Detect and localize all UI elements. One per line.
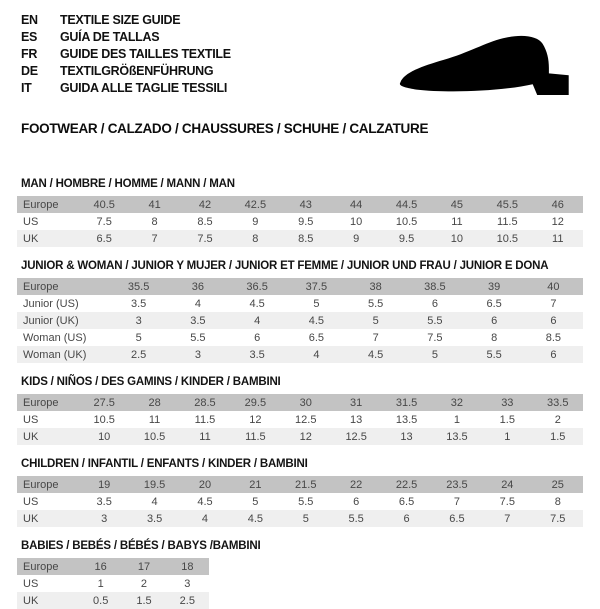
size-cell: 6: [254, 331, 261, 344]
size-cell: 5.5: [367, 297, 384, 310]
size-cell: 45: [450, 198, 464, 211]
table-title: BABIES / BEBÉS / BÉBÉS / BABYS /BAMBINI: [21, 540, 261, 552]
size-table-section: [17, 178, 583, 247]
size-cell: 5: [313, 297, 320, 310]
size-table: [17, 278, 583, 363]
size-cell: 8: [554, 495, 561, 508]
table-row: [17, 295, 583, 312]
size-cell: 6.5: [96, 232, 112, 245]
table-row: [17, 592, 209, 609]
size-cell: 3.5: [249, 348, 265, 361]
size-cell: 27.5: [93, 396, 115, 409]
size-cell: 4.5: [197, 495, 213, 508]
language-row-en: [21, 12, 231, 29]
table-row: [17, 493, 583, 510]
size-cell: 7.5: [197, 232, 213, 245]
language-label: GUIDE DES TAILLES TEXTILE: [60, 47, 231, 61]
size-cell: 22.5: [395, 478, 418, 491]
size-cell: 9.5: [298, 215, 314, 228]
size-cell: 38.5: [424, 280, 446, 293]
size-cell: 35.5: [127, 280, 150, 293]
table-row: [17, 346, 583, 363]
size-cell: 33: [501, 396, 514, 409]
row-label: Europe: [23, 560, 59, 573]
size-cell: 28: [148, 396, 161, 409]
size-cell: 20: [198, 478, 212, 491]
size-table-section: [17, 540, 583, 609]
size-cell: 10: [450, 232, 464, 245]
size-cell: 11: [552, 232, 564, 245]
table-row: [17, 329, 583, 346]
size-cell: 11.5: [194, 413, 216, 426]
size-cell: 39: [488, 280, 501, 293]
size-cell: 3: [184, 577, 191, 590]
size-cell: 7.5: [499, 495, 515, 508]
row-label: US: [23, 413, 39, 426]
table-row: [17, 411, 583, 428]
language-code: IT: [21, 81, 32, 95]
size-cell: 3: [101, 512, 108, 525]
guide-header: [17, 12, 583, 109]
size-cell: 5.5: [427, 314, 443, 327]
size-cell: 4: [313, 348, 320, 361]
size-cell: 7.5: [96, 215, 112, 228]
size-cell: 0.5: [93, 594, 109, 607]
size-cell: 10.5: [395, 215, 418, 228]
size-cell: 6: [550, 348, 557, 361]
size-cell: 12: [299, 430, 312, 443]
language-row-de: [21, 63, 231, 80]
size-table-section: [17, 376, 583, 445]
size-cell: 5.5: [486, 348, 502, 361]
size-cell: 43: [299, 198, 312, 211]
size-cell: 25: [551, 478, 564, 491]
size-cell: 6: [353, 495, 360, 508]
size-cell: 5: [302, 512, 309, 525]
size-cell: 40.5: [93, 198, 115, 211]
table-row: [17, 558, 209, 575]
size-cell: 8: [252, 232, 259, 245]
row-label: UK: [23, 512, 39, 525]
size-cell: 1: [504, 430, 511, 443]
size-cell: 4.5: [249, 297, 265, 310]
size-cell: 3.5: [146, 512, 163, 525]
table-row: [17, 476, 583, 493]
size-cell: 28.5: [194, 396, 216, 409]
size-cell: 5: [135, 331, 142, 344]
language-list: [17, 12, 231, 97]
size-cell: 11: [199, 430, 211, 443]
table-row: [17, 196, 583, 213]
language-label: GUIDA ALLE TAGLIE TESSILI: [60, 81, 228, 95]
size-cell: 4.5: [247, 512, 264, 525]
table-title: CHILDREN / INFANTIL / ENFANTS / KINDER / BAMBINI: [21, 458, 308, 470]
size-cell: 8.5: [298, 232, 314, 245]
size-cell: 11: [451, 215, 463, 228]
size-cell: 21: [249, 478, 262, 491]
size-cell: 31: [350, 396, 363, 409]
table-title: KIDS / NIÑOS / DES GAMINS / KINDER / BAMBINI: [21, 376, 281, 388]
size-cell: 11: [148, 413, 161, 426]
table-row: [17, 278, 583, 295]
row-label: US: [23, 495, 39, 508]
size-cell: 12: [249, 413, 262, 426]
size-cell: 44: [350, 198, 363, 211]
size-cell: 13: [400, 430, 413, 443]
size-table: [17, 558, 209, 609]
size-cell: 9: [353, 232, 360, 245]
size-cell: 38: [369, 280, 382, 293]
size-cell: 10.5: [93, 413, 115, 426]
size-cell: 21.5: [295, 478, 317, 491]
size-cell: 33.5: [547, 396, 569, 409]
row-label: Junior (UK): [23, 314, 79, 327]
size-cell: 5.5: [348, 512, 364, 525]
size-cell: 17: [137, 560, 151, 573]
size-cell: 6.5: [486, 297, 502, 310]
size-cell: 10: [98, 430, 111, 443]
size-cell: 42.5: [244, 198, 267, 211]
size-cell: 6.5: [308, 331, 325, 344]
size-cell: 12: [551, 215, 564, 228]
size-cell: 8: [491, 331, 498, 344]
language-code: EN: [21, 13, 38, 27]
size-cell: 7: [372, 331, 379, 344]
row-label: UK: [23, 430, 39, 443]
size-cell: 2.5: [179, 594, 195, 607]
size-cell: 4: [201, 512, 209, 525]
table-row: [17, 575, 209, 592]
size-cell: 12.5: [295, 413, 317, 426]
language-code: FR: [21, 47, 38, 61]
table-title: MAN / HOMBRE / HOMME / MANN / MAN: [21, 178, 235, 190]
size-cell: 1: [97, 577, 104, 590]
size-cell: 7: [453, 495, 460, 508]
row-label: Europe: [23, 198, 59, 211]
size-cell: 6: [403, 512, 410, 525]
table-row: [17, 312, 583, 329]
size-cell: 12.5: [345, 430, 367, 443]
size-cell: 3.5: [130, 297, 147, 310]
language-row-fr: [21, 46, 231, 63]
size-tables: [17, 178, 583, 609]
language-code: DE: [21, 64, 38, 78]
size-cell: 2: [140, 577, 148, 590]
row-label: Woman (UK): [23, 348, 87, 361]
size-cell: 13.5: [395, 413, 418, 426]
row-label: US: [23, 577, 39, 590]
size-cell: 41: [148, 198, 161, 211]
language-label: TEXTILE SIZE GUIDE: [60, 13, 181, 27]
size-cell: 5: [372, 314, 379, 327]
size-cell: 18: [181, 560, 194, 573]
size-cell: 5: [252, 495, 259, 508]
size-cell: 30: [299, 396, 312, 409]
size-table: [17, 476, 583, 527]
size-cell: 6: [431, 297, 438, 310]
size-cell: 9.5: [398, 232, 415, 245]
size-cell: 44.5: [395, 198, 418, 211]
size-cell: 19: [98, 478, 111, 491]
row-label: Europe: [23, 478, 59, 491]
size-cell: 13: [350, 413, 363, 426]
size-cell: 24: [501, 478, 514, 491]
size-cell: 36.5: [246, 280, 268, 293]
table-row: [17, 428, 583, 445]
size-cell: 11.5: [497, 215, 518, 228]
table-row: [17, 230, 583, 247]
size-cell: 6.5: [449, 512, 465, 525]
size-cell: 4.5: [367, 348, 384, 361]
size-cell: 4: [254, 314, 261, 327]
row-label: US: [23, 215, 39, 228]
row-label: UK: [23, 594, 39, 607]
table-title: JUNIOR & WOMAN / JUNIOR Y MUJER / JUNIOR ET FEMME / JUNIOR UND FRAU / JUNIOR E DONA: [21, 260, 549, 272]
size-cell: 1.5: [136, 594, 152, 607]
size-cell: 16: [94, 560, 107, 573]
size-cell: 13.5: [446, 430, 468, 443]
size-cell: 1: [453, 413, 460, 426]
table-row: [17, 510, 583, 527]
size-table-section: [17, 458, 583, 527]
size-cell: 7.5: [550, 512, 566, 525]
size-cell: 1.5: [499, 413, 515, 426]
size-cell: 31.5: [395, 396, 418, 409]
size-cell: 19.5: [143, 478, 166, 491]
size-cell: 4: [151, 495, 158, 508]
size-cell: 5.5: [298, 495, 314, 508]
size-cell: 7: [151, 232, 158, 245]
row-label: Junior (US): [23, 297, 79, 310]
size-cell: 32: [450, 396, 464, 409]
language-row-es: [21, 29, 231, 46]
size-cell: 37.5: [305, 280, 328, 293]
language-row-it: [21, 80, 231, 97]
category-title: FOOTWEAR / CALZADO / CHAUSSURES / SCHUHE / CALZATURE: [21, 121, 429, 136]
size-cell: 8.5: [197, 215, 213, 228]
size-cell: 10.5: [143, 430, 166, 443]
size-table: [17, 196, 583, 247]
size-cell: 40: [547, 280, 560, 293]
size-cell: 8.5: [545, 331, 562, 344]
size-cell: 7: [550, 297, 557, 310]
size-cell: 45.5: [496, 198, 519, 211]
size-cell: 7: [504, 512, 511, 525]
language-label: GUÍA DE TALLAS: [60, 30, 160, 44]
size-cell: 29.5: [244, 396, 267, 409]
size-cell: 3: [194, 348, 201, 361]
size-cell: 2.5: [130, 348, 147, 361]
shoe-icon: [395, 32, 575, 109]
size-cell: 3: [135, 314, 142, 327]
row-label: UK: [23, 232, 39, 245]
size-cell: 10.5: [496, 232, 519, 245]
size-cell: 8: [151, 215, 158, 228]
size-cell: 42: [198, 198, 212, 211]
size-cell: 6.5: [398, 495, 415, 508]
table-row: [17, 394, 583, 411]
size-cell: 6: [550, 314, 557, 327]
row-label: Europe: [23, 396, 59, 409]
size-table-section: [17, 260, 583, 363]
row-label: Woman (US): [23, 331, 87, 344]
size-cell: 2: [554, 413, 561, 426]
size-cell: 5.5: [190, 331, 206, 344]
table-row: [17, 213, 583, 230]
size-cell: 11.5: [245, 430, 266, 443]
size-cell: 7.5: [427, 331, 443, 344]
language-label: TEXTILGRÖßENFÜHRUNG: [60, 64, 214, 78]
size-cell: 4.5: [308, 314, 325, 327]
size-table: [17, 394, 583, 445]
size-cell: 3.5: [96, 495, 112, 508]
size-cell: 22: [350, 478, 363, 491]
size-cell: 1.5: [550, 430, 566, 443]
size-cell: 5: [431, 348, 438, 361]
size-cell: 10: [350, 215, 363, 228]
size-cell: 23.5: [446, 478, 468, 491]
size-cell: 46: [551, 198, 564, 211]
size-cell: 4: [194, 297, 201, 310]
size-cell: 3.5: [190, 314, 206, 327]
size-cell: 9: [252, 215, 259, 228]
size-cell: 6: [491, 314, 498, 327]
language-code: ES: [21, 30, 38, 44]
size-cell: 36: [191, 280, 204, 293]
row-label: Europe: [23, 280, 59, 293]
